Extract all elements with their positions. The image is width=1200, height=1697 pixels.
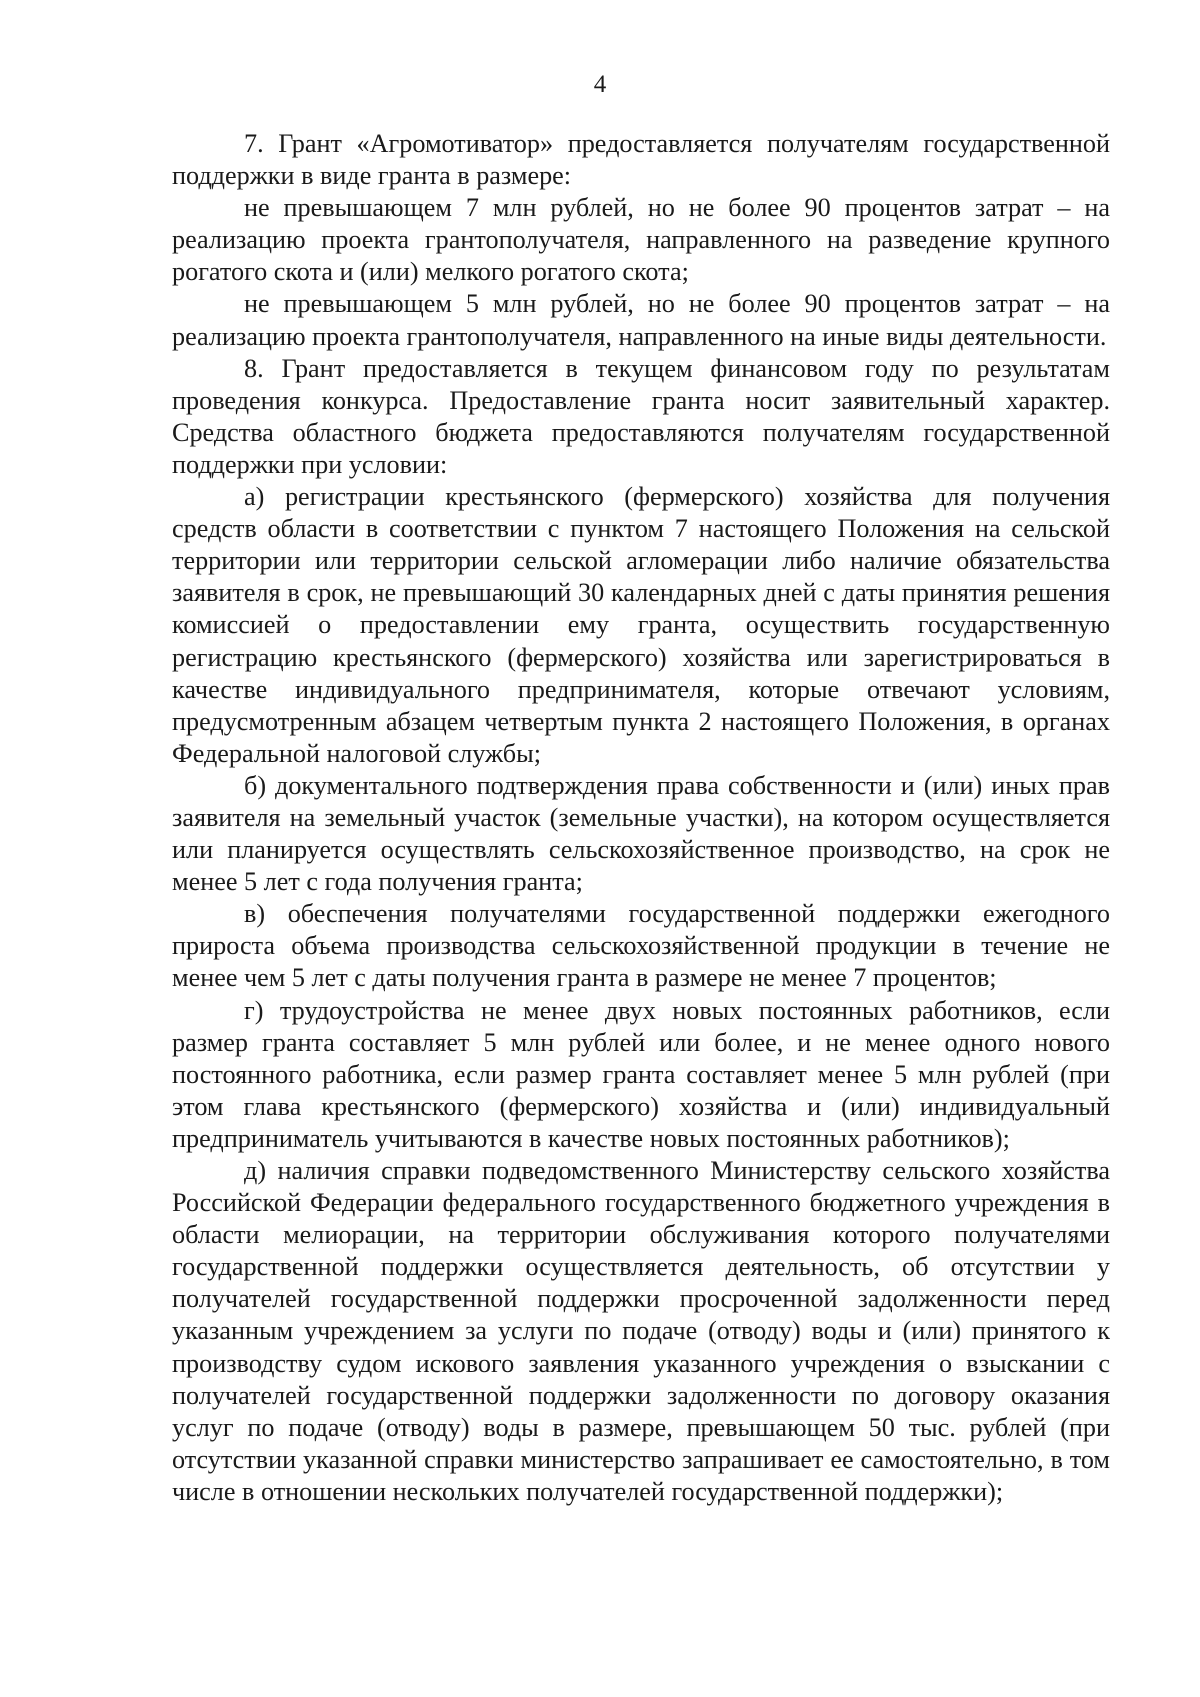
paragraph-grant-size-other: не превышающем 5 млн рублей, но не более 90 процентов затрат – на реализацию проекта грантополучателя, направленного на иные виды деятельности. xyxy=(172,289,1110,351)
page-number: 4 xyxy=(593,71,607,98)
paragraph-condition-b: б) документального подтверждения права собственности и (или) иных прав заявителя на земельный участок (земельные участки), на котором осуществляется или планируется осуществлять сельскохозяйственное производство, на срок не менее 5 лет с года получения гранта; xyxy=(172,770,1110,897)
paragraph-condition-v: в) обеспечения получателями государственной поддержки ежегодного прироста объема производства сельскохозяйственной продукции в течение не менее чем 5 лет с даты получения гранта в размере не менее 7 процентов; xyxy=(172,899,1110,993)
paragraph-grant-size-cattle: не превышающем 7 млн рублей, но не более 90 процентов затрат – на реализацию проекта грантополучателя, направленного на разведение крупного рогатого скота и (или) мелкого рогатого скота; xyxy=(172,193,1110,287)
document-body xyxy=(172,128,1110,1508)
paragraph-condition-a: а) регистрации крестьянского (фермерского) хозяйства для получения средств области в соответствии с пунктом 7 настоящего Положения на сельской территории или территории сельской агломерации либо наличие обязательства заявителя в срок, не превышающий 30 календарных дней с даты принятия решения комиссией о предоставлении ему гранта, осуществить государственную регистрацию крестьянского (фермерского) хозяйства или зарегистрироваться в качестве индивидуального предпринимателя, которые отвечают условиям, предусмотренным абзацем четвертым пункта 2 настоящего Положения, в органах Федеральной налоговой службы; xyxy=(172,482,1110,768)
paragraph-8-grant-conditions: 8. Грант предоставляется в текущем финансовом году по результатам проведения конкурса. Предоставление гранта носит заявительный характер. Средства областного бюджета предоставляются получателям государственной поддержки при условии: xyxy=(172,353,1110,479)
paragraph-condition-g: г) трудоустройства не менее двух новых постоянных работников, если размер гранта составляет 5 млн рублей или более, и не менее одного нового постоянного работника, если размер гранта составляет менее 5 млн рублей (при этом глава крестьянского (фермерского) хозяйства и (или) индивидуальный предприниматель учитываются в качестве новых постоянных работников); xyxy=(172,995,1110,1153)
paragraph-condition-d: д) наличия справки подведомственного Министерству сельского хозяйства Российской Федерации федерального государственного бюджетного учреждения в области мелиорации, на территории обслуживания которого получателями государственной поддержки осуществляется деятельность, об отсутствии у получателей государственной поддержки просроченной задолженности перед указанным учреждением за услуги по подаче (отводу) воды и (или) принятого к производству судом искового заявления указанного учреждения о взыскании с получателей государственной поддержки задолженности по договору оказания услуг по подаче (отводу) воды в размере, превышающем 50 тыс. рублей (при отсутствии указанной справки министерство запрашивает ее самостоятельно, в том числе в отношении нескольких получателей государственной поддержки); xyxy=(172,1156,1110,1506)
paragraph-7-grant-agromotivator: 7. Грант «Агромотиватор» предоставляется получателям государственной поддержки в виде гранта в размере: xyxy=(172,129,1110,191)
